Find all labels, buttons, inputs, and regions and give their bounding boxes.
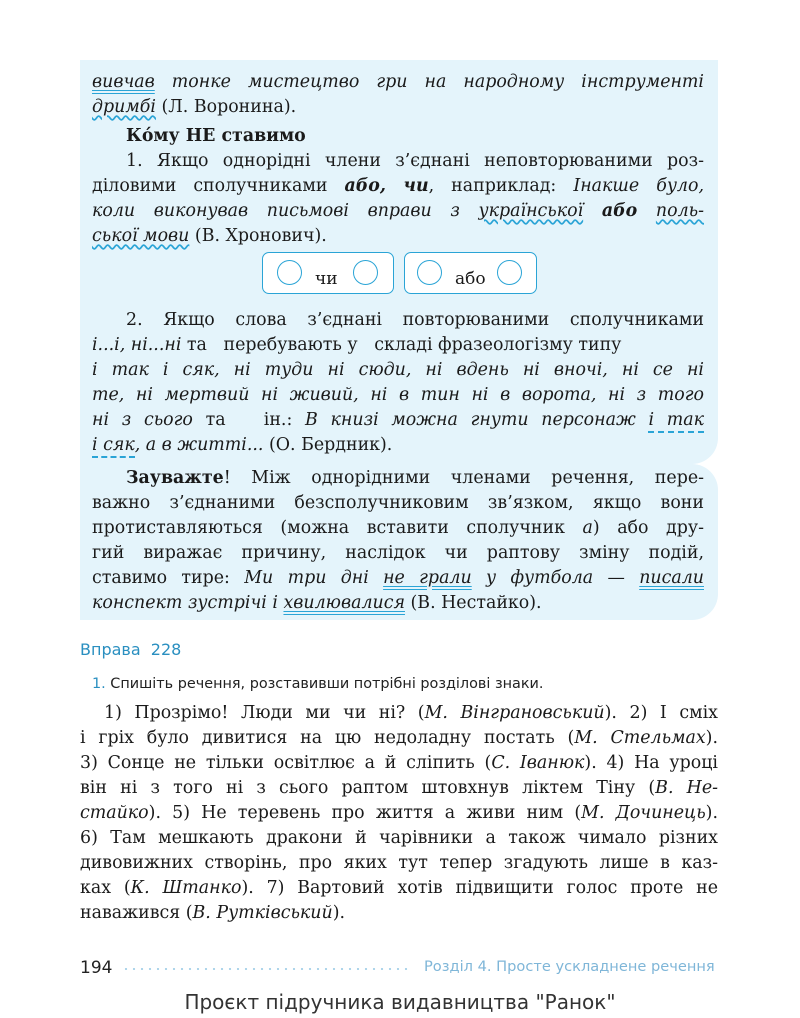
rule-line bbox=[92, 224, 704, 248]
exercise-line: стайко). 5) Не теревень про життя а живи ним (М. Дочинець). bbox=[80, 803, 718, 823]
author: М. Дочинець bbox=[581, 803, 706, 823]
conjunction: а bbox=[582, 518, 593, 538]
task-number: 1. bbox=[92, 676, 106, 692]
remark-line bbox=[92, 516, 704, 540]
example-predicate: вивчав bbox=[92, 72, 155, 92]
conjunction: або, чи bbox=[344, 176, 429, 196]
exercise-line: 1) Прозрімо! Люди ми чи ні? (М. Вінграновський). 2) І сміх bbox=[104, 703, 718, 723]
remark-text: ставимо тире: bbox=[92, 568, 245, 588]
scheme-label: або bbox=[455, 269, 486, 289]
example-predicate: хвилювалися bbox=[283, 593, 405, 613]
rule-line bbox=[92, 408, 704, 432]
section-title: Розділ 4. Просте ускладнене речення bbox=[424, 958, 715, 975]
example-modifier: поль- bbox=[655, 201, 704, 221]
exercise-line: і гріх було дивитися на цю недоладну постать (М. Стельмах). bbox=[80, 728, 718, 748]
example-text: конспект зустрічі і bbox=[92, 593, 284, 613]
example-modifier: дримбі bbox=[92, 97, 156, 117]
exercise-line: 3) Сонце не тільки освітлює а й сліпить (С. Іванюк). 4) На уроці bbox=[80, 753, 718, 773]
example-predicate: писали bbox=[639, 568, 704, 588]
example-text: , а в житті... bbox=[134, 435, 264, 455]
task-text: Спишіть речення, розставивши потрібні розділові знаки. bbox=[105, 676, 544, 692]
remark-line bbox=[92, 591, 704, 615]
example-adverbial: і сяк bbox=[92, 435, 135, 458]
scheme-chi bbox=[262, 252, 394, 294]
exercise-line: він ні з того ні з сього раптом штовхнув ліктем Тіну (В. Не- bbox=[80, 778, 719, 798]
remark-line bbox=[92, 541, 704, 565]
rule-line bbox=[92, 333, 704, 357]
member-circle bbox=[277, 260, 302, 285]
member-circle bbox=[497, 260, 522, 285]
example-text: коли виконував письмові вправи з bbox=[92, 201, 479, 221]
rule-line bbox=[92, 95, 704, 119]
rule-line bbox=[92, 70, 704, 94]
author: стайко bbox=[80, 803, 149, 823]
example-modifier: української bbox=[478, 201, 584, 221]
example-predicate: не грали bbox=[383, 568, 472, 588]
rule-line bbox=[92, 199, 704, 223]
rule-line bbox=[126, 149, 704, 173]
rule-text: 2. Якщо слова з’єднані повторюваними сполучниками bbox=[126, 310, 704, 330]
member-circle bbox=[417, 260, 442, 285]
remark-line bbox=[126, 466, 704, 490]
remark-text: ! Між однорідними членами речення, пере- bbox=[223, 468, 704, 488]
author: М. Вінграновський bbox=[424, 703, 605, 723]
remark-text: гий виражає причину, наслідок чи раптову зміну подій, bbox=[92, 543, 704, 563]
example-text: те, ні мертвий ні живий, ні в тин ні в ворота, ні з того bbox=[92, 385, 704, 405]
rule-text: та перебувають у складі фразеологізму типу bbox=[181, 335, 622, 355]
scheme-abo bbox=[404, 252, 537, 294]
rule-text: діловими сполучниками bbox=[92, 176, 345, 196]
scheme-label: чи bbox=[315, 269, 338, 289]
author: В. Не- bbox=[655, 778, 719, 798]
rule-heading-text: Кóму НЕ ставимо bbox=[126, 126, 306, 146]
exercise-line: ках (К. Штанко). 7) Вартовий хотів підвищити голос проте не bbox=[80, 878, 719, 898]
exercise-task bbox=[92, 676, 543, 692]
example-adverbial: і так bbox=[648, 410, 704, 433]
exercise-line: 6) Там мешкають дракони й чарівники а також чимало різних bbox=[80, 828, 718, 848]
example-author: (Л. Воронина). bbox=[155, 97, 297, 117]
rule-heading bbox=[126, 124, 704, 148]
example-modifier: ської мови bbox=[92, 226, 190, 246]
author: В. Рутківський bbox=[192, 903, 333, 923]
rule-text: 1. Якщо однорідні члени з’єднані неповторюваними роз- bbox=[126, 151, 704, 171]
example-author: (О. Бердник). bbox=[263, 435, 393, 455]
example-text: ні з сього bbox=[92, 410, 193, 430]
rule-text: та ін.: bbox=[192, 410, 306, 430]
rule-line bbox=[92, 174, 704, 198]
example-text: тонке мистецтво гри на народному інструменті bbox=[154, 72, 704, 92]
example-text: Інакше було, bbox=[573, 176, 704, 196]
remark-line bbox=[92, 491, 704, 515]
rule-text: , наприклад: bbox=[428, 176, 574, 196]
remark-text: протиставляються (можна вставити сполучник bbox=[92, 518, 583, 538]
example-author: (В. Нестайко). bbox=[404, 593, 542, 613]
rule-line bbox=[126, 308, 704, 332]
exercise-title: Вправа 228 bbox=[80, 640, 182, 659]
author: С. Іванюк bbox=[491, 753, 585, 773]
page-number: 194 bbox=[80, 958, 113, 978]
example-text: і так і сяк, ні туди ні сюди, ні вдень ні вночі, ні се ні bbox=[92, 360, 704, 380]
remark-text: ) або дру- bbox=[592, 518, 704, 538]
remark-line bbox=[92, 566, 704, 590]
rule-line bbox=[92, 358, 704, 382]
remark-label: Зауважте bbox=[126, 468, 224, 488]
example-text: Ми три дні bbox=[244, 568, 384, 588]
footer-dots bbox=[122, 968, 410, 970]
example-text: у футбола — bbox=[471, 568, 640, 588]
member-circle bbox=[353, 260, 378, 285]
draft-caption: Проєкт підручника видавництва "Ранок" bbox=[184, 990, 616, 1014]
example-text: В книзі можна гнути персонаж bbox=[305, 410, 649, 430]
exercise-line: дивовижних створінь, про яких тут тепер згадують лише в каз- bbox=[80, 853, 718, 873]
conjunction: і...і, ні...ні bbox=[92, 335, 182, 355]
rule-line bbox=[92, 383, 704, 407]
remark-text: важно з’єднаними безсполучниковим зв’язком, якщо вони bbox=[92, 493, 704, 513]
example-author: (В. Хронович). bbox=[189, 226, 327, 246]
author: М. Стельмах bbox=[574, 728, 706, 748]
author: К. Штанко bbox=[130, 878, 242, 898]
rule-line bbox=[92, 433, 704, 457]
conjunction: або bbox=[601, 201, 638, 221]
exercise-line: наважився (В. Рутківський). bbox=[80, 903, 346, 923]
